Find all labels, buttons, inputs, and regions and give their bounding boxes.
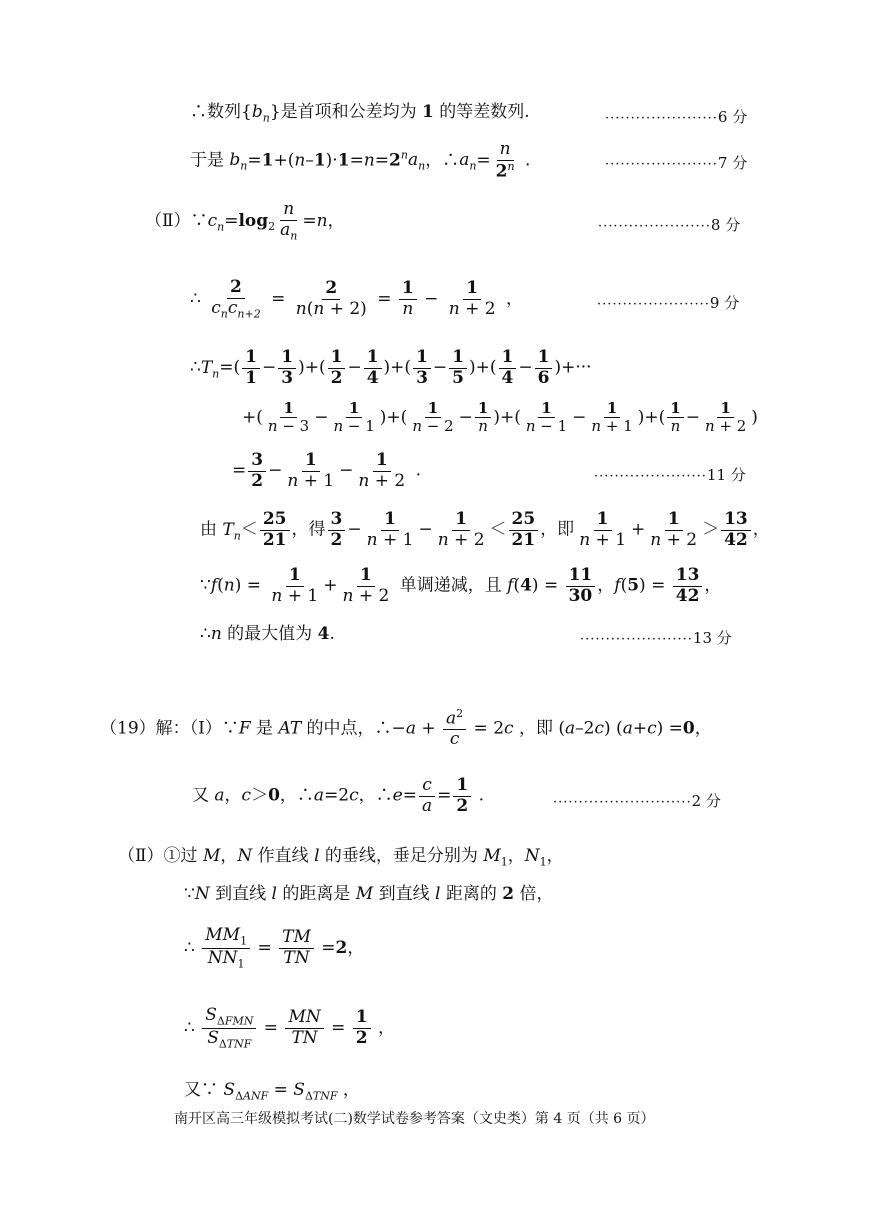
line-11: （19）解：（Ⅰ）∵F 是 AT 的中点，∴−a + $\frac{a^2}{c}$ = 2c ，即 (a–2c) (a+c) =0， xyxy=(100,707,712,750)
line-6: +( $\frac{1}{n - 3}$ − $\frac{1}{n - 1}$ )+( $\frac{1}{n - 2}$ − $\frac{1}{n}$ )+( $\frac{1}{n - 1}$ − $\frac{1}{n + 1}$ )+( $\frac{1}{n}$ − $\frac{1}{n + 2}$ ) xyxy=(242,399,758,436)
line-8: 由 $T_n<$ $\frac{25}{21}$ ，得 $\frac{3}{2}$ − $\frac{1}{n + 1}$ − $\frac{1}{n + 2}$ ＜ $\frac{25}{21}$ ，即 $\frac{1}{n + 1}$ + $\frac{1}{n + 2}$ ＞ $\frac{13}{42}$ ， xyxy=(200,509,770,550)
score-2: ···························2 分 xyxy=(553,792,721,810)
page-footer: 南开区高三年级模拟考试(二)数学试卷参考答案（文史类）第 4 页（共 6 页） xyxy=(174,1111,655,1127)
line-3: $(Ⅱ)\because c_n=\log_2$ $\frac{n}{a_n}$ =n， xyxy=(145,199,345,242)
line-7: = $\frac{3}{2}$ − $\frac{1}{n + 1}$ − $\frac{1}{n + 2}$ . xyxy=(232,450,422,491)
line-5: $\therefore T_n=$( $\frac{1}{1}$ − $\frac{1}{3}$ )+( $\frac{1}{2}$ − $\frac{1}{4}$ )+( $\frac{1}{3}$ − $\frac{1}{5}$ )+( $\frac{1}{4}$ − $\frac{1}{6}$ )+··· xyxy=(190,347,592,388)
score-8: ······················8 分 xyxy=(598,216,741,234)
line-16: ∴ $\frac{S_{\Delta FMN}}{S_{\Delta TNF}}$ = $\frac{MN}{TN}$ = $\frac{1}{2}$ ， xyxy=(184,1005,396,1051)
score-13: ······················13 分 xyxy=(580,629,732,647)
line-13: （Ⅱ）①过 M，N 作直线 l 的垂线，垂足分别为 $M_1$，$N_1$， xyxy=(118,846,564,869)
line-14: ∵N 到直线 l 的距离是 M 到直线 l 距离的 2 倍， xyxy=(184,884,554,904)
score-9: ······················9 分 xyxy=(597,294,740,312)
score-6: ······················6 分 xyxy=(605,108,748,126)
line-10: ∴n 的最大值为 4. xyxy=(200,624,335,644)
score-11: ······················11 分 xyxy=(594,466,746,484)
line-12: 又 a，c＞0，∴a=2c，∴e= $\frac{c}{a}$ = $\frac{1}{2}$ . xyxy=(192,775,485,816)
line-17: 又∵ $S_{\Delta ANF} = S_{\Delta TNF}$ ， xyxy=(184,1080,360,1103)
line-4: ∴ $\frac{2}{c_nc_{n+2}}$ = $\frac{2}{n(n + 2)}$ = $\frac{1}{n}$ − $\frac{1}{n + 2}$ ， xyxy=(190,277,524,320)
line-9: ∵f(n) = $\frac{1}{n + 1}$ + $\frac{1}{n + 2}$ 单调递减，且 f(4) = $\frac{11}{30}$ ，f(5) = $\frac{13}{42}$ ， xyxy=(200,565,722,606)
score-7: ······················7 分 xyxy=(605,154,748,172)
line-1: ∴数列$\{b_n\}$是首项和公差均为 1 的等差数列. xyxy=(190,102,530,125)
line-2: 于是 $b_n=1+(n-1)\cdot 1=n=2^na_n$，$\therefore a_n=$ $\frac{n}{2^n}$ . xyxy=(190,139,531,182)
line-15: ∴ $\frac{MM_1}{NN_1}$ = $\frac{TM}{TN}$ =2， xyxy=(184,925,365,971)
